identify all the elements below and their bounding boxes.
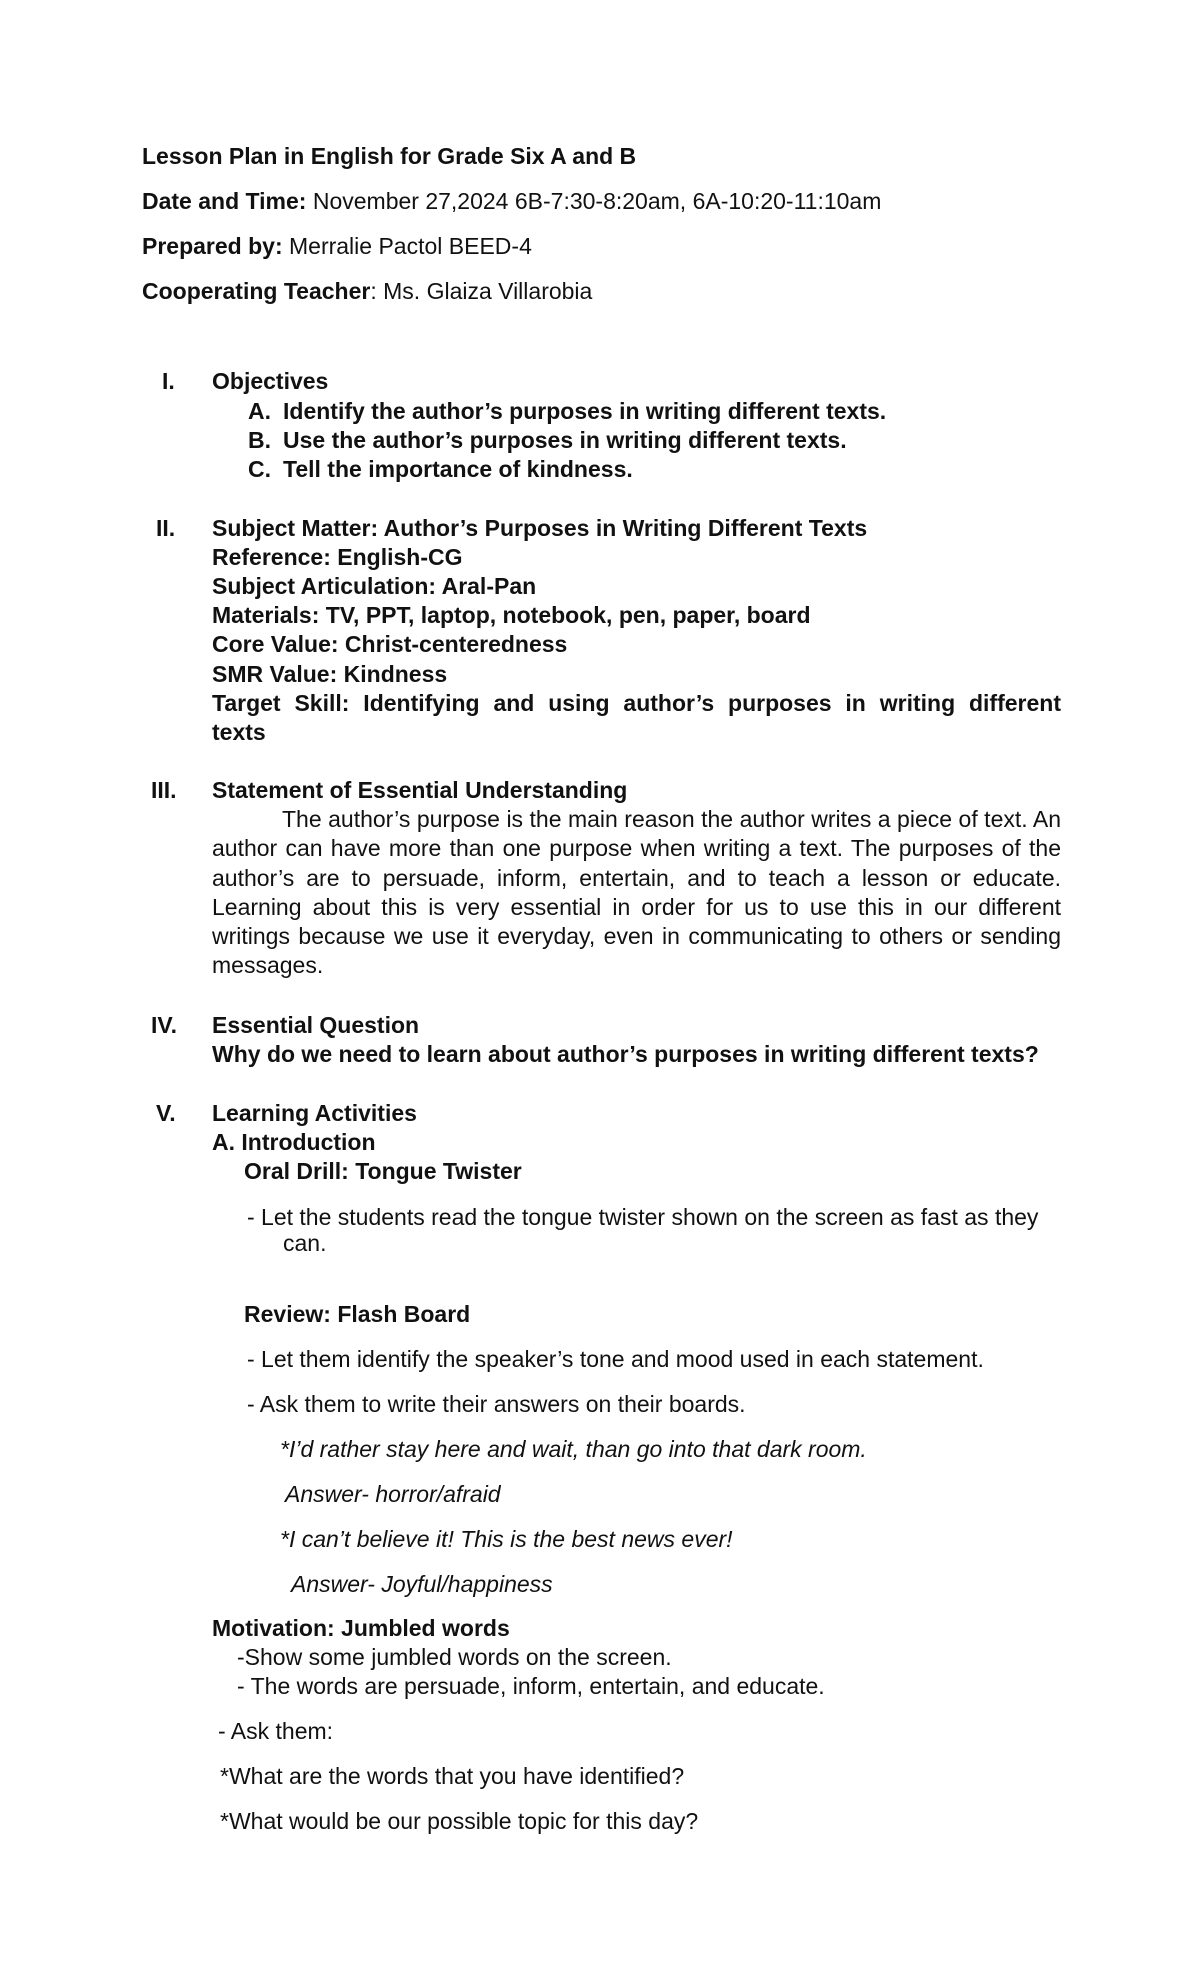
teacher-value: : Ms. Glaiza Villarobia xyxy=(370,278,593,304)
motivation-question: *What are the words that you have identified? xyxy=(220,1763,685,1789)
target-skill-continued: texts xyxy=(212,719,266,745)
subject-articulation: Subject Articulation: Aral-Pan xyxy=(212,573,537,599)
section-numeral-question: IV. xyxy=(151,1012,178,1038)
oral-drill-instruction-continued: can. xyxy=(283,1230,327,1256)
understanding-title: Statement of Essential Understanding xyxy=(212,777,628,803)
oral-drill-instruction: - Let the students read the tongue twister shown on the screen as fast as they xyxy=(247,1204,1039,1230)
objective-letter: B. xyxy=(248,427,271,453)
objective-item: Tell the importance of kindness. xyxy=(283,456,633,482)
date-label: Date and Time: xyxy=(142,188,307,214)
review-heading: Review: Flash Board xyxy=(244,1301,471,1327)
materials: Materials: TV, PPT, laptop, notebook, pen, paper, board xyxy=(212,602,811,628)
essential-question-title: Essential Question xyxy=(212,1012,420,1038)
example-statement: *I can’t believe it! This is the best news ever! xyxy=(280,1526,733,1552)
prepared-by-line xyxy=(142,232,532,261)
review-instruction: - Let them identify the speaker’s tone and mood used in each statement. xyxy=(247,1346,984,1372)
introduction-heading: A. Introduction xyxy=(212,1129,376,1155)
objective-item: Use the author’s purposes in writing different texts. xyxy=(283,427,847,453)
review-instruction: - Ask them to write their answers on their boards. xyxy=(247,1391,746,1417)
prepared-label: Prepared by: xyxy=(142,233,283,259)
objective-item: Identify the author’s purposes in writing different texts. xyxy=(283,398,887,424)
date-value: November 27,2024 6B-7:30-8:20am, 6A-10:20-11:10am xyxy=(306,188,882,214)
prepared-value: Merralie Pactol BEED-4 xyxy=(282,233,532,259)
objective-letter: A. xyxy=(248,398,271,424)
section-numeral-objectives: I. xyxy=(162,368,175,394)
oral-drill-heading: Oral Drill: Tongue Twister xyxy=(244,1158,522,1184)
teacher-label: Cooperating Teacher xyxy=(142,278,371,304)
reference: Reference: English-CG xyxy=(212,544,463,570)
ask-them: - Ask them: xyxy=(218,1718,334,1744)
core-value: Core Value: Christ-centeredness xyxy=(212,631,568,657)
example-answer: Answer- horror/afraid xyxy=(285,1481,501,1507)
section-numeral-understanding: III. xyxy=(151,777,177,803)
motivation-instruction: - The words are persuade, inform, entertain, and educate. xyxy=(237,1673,825,1699)
section-numeral-activities: V. xyxy=(156,1100,176,1126)
section-title-objectives: Objectives xyxy=(212,368,329,394)
example-answer: Answer- Joyful/happiness xyxy=(291,1571,553,1597)
motivation-instruction: -Show some jumbled words on the screen. xyxy=(237,1644,672,1670)
motivation-question: *What would be our possible topic for this day? xyxy=(220,1808,699,1834)
section-numeral-subject-matter: II. xyxy=(156,515,176,541)
date-time-line xyxy=(142,187,881,216)
motivation-heading: Motivation: Jumbled words xyxy=(212,1615,510,1641)
smr-value: SMR Value: Kindness xyxy=(212,661,448,687)
document-title: Lesson Plan in English for Grade Six A and B xyxy=(142,143,637,169)
objective-letter: C. xyxy=(248,456,271,482)
understanding-paragraph xyxy=(212,805,1061,981)
essential-question-text: Why do we need to learn about author’s purposes in writing different texts? xyxy=(212,1041,1039,1067)
learning-activities-title: Learning Activities xyxy=(212,1100,417,1126)
example-statement: *I’d rather stay here and wait, than go into that dark room. xyxy=(280,1436,867,1462)
understanding-text: The author’s purpose is the main reason the author writes a piece of text. An author can have more than one purpose when writing a text. The purposes of the author’s are to persuade, inform, entertain, and to teach a lesson or educate. Learning about this is very essential in order for us to use this in our different writings because we use it everyday, even in communicating to others or sending messages. xyxy=(212,806,1061,979)
target-skill: Target Skill: Identifying and using author’s purposes in writing different xyxy=(212,690,1061,716)
cooperating-teacher-line xyxy=(142,277,592,306)
subject-matter-title: Subject Matter: Author’s Purposes in Writing Different Texts xyxy=(212,515,868,541)
